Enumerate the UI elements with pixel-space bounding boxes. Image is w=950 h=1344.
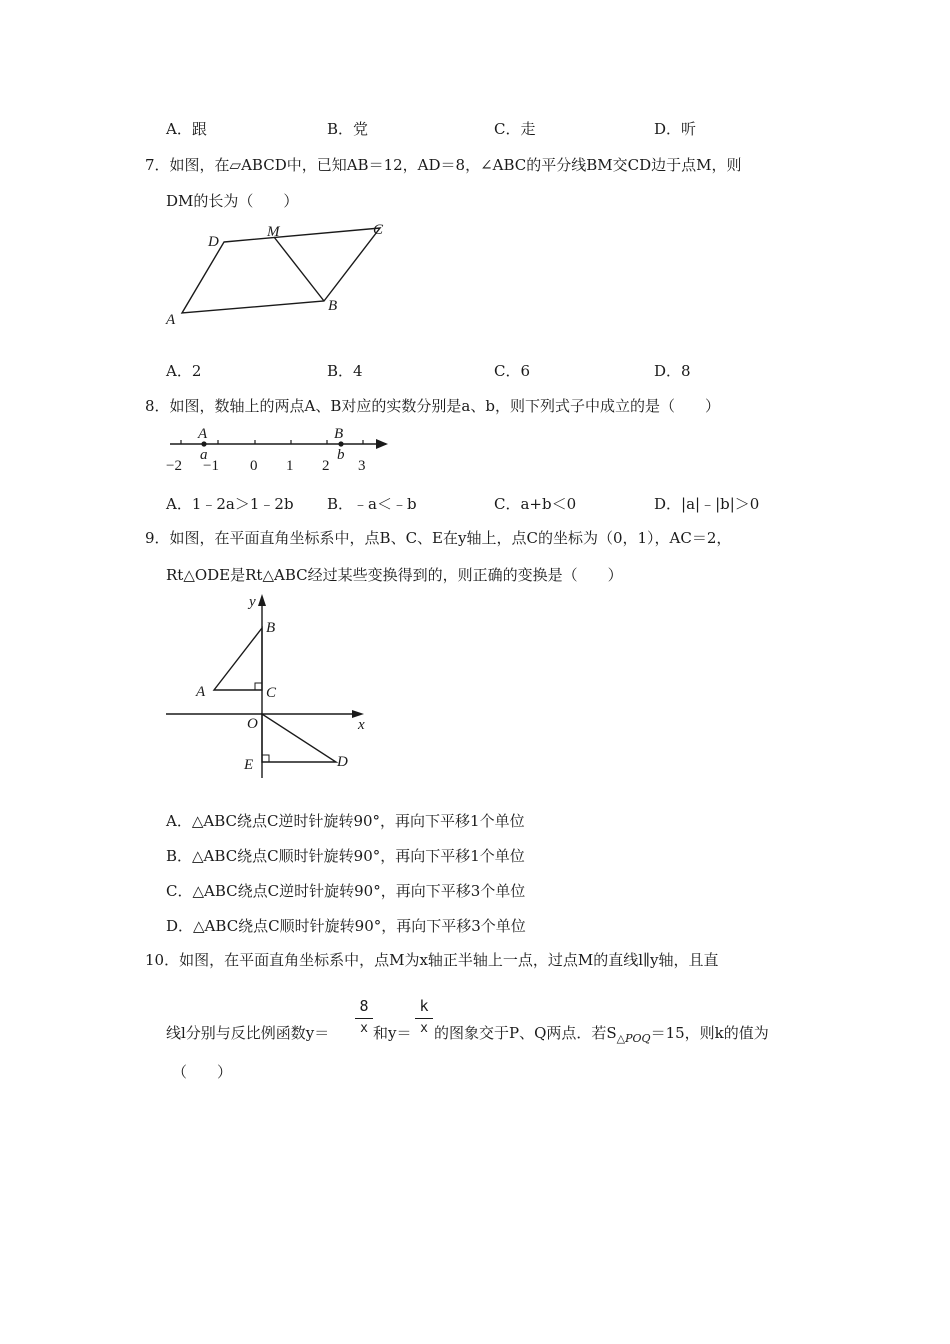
label-b: B	[328, 298, 338, 314]
q10-stem-line2a: 线l分别与反比例函数y＝	[166, 1024, 330, 1042]
q9-option-d: D．△ABC绕点C顺时针旋转90°，再向下平移3个单位	[166, 917, 526, 935]
q10-text-line1: 如图，在平面直角坐标系中，点M为x轴正半轴上一点，过点M的直线l∥y轴，且直	[179, 951, 719, 969]
q8-stem-line1	[145, 396, 720, 416]
label-b: B	[266, 620, 276, 636]
q7-option-a: A．2	[166, 362, 202, 380]
q9-stem-line2: Rt△ODE是Rt△ABC经过某些变换得到的，则正确的变换是（ ）	[166, 566, 623, 584]
q10-stem-line2b: 和y＝	[373, 1024, 412, 1042]
q9-option-c: C．△ABC绕点C逆时针旋转90°，再向下平移3个单位	[166, 882, 526, 900]
q10-text-line2c: 的图象交于P、Q两点．若S	[434, 1024, 617, 1042]
q10-area-subscript: △POQ	[616, 1032, 651, 1045]
q7-number: 7．	[145, 156, 170, 174]
q7-text-line1: 如图，在▱ABCD中，已知AB＝12，AD＝8，∠ABC的平分线BM交CD边于点M，则	[169, 156, 742, 174]
q9-stem-line1	[145, 528, 731, 548]
q9-coordinate-figure	[160, 590, 380, 782]
label-a: A	[196, 684, 206, 700]
fraction-1-denominator: x	[360, 1021, 368, 1036]
label-point-a: A	[198, 426, 208, 442]
q8-option-d: D．|a|﹣|b|＞0	[654, 495, 760, 513]
fraction-1-bar	[355, 1018, 373, 1019]
label-value-b: b	[337, 447, 345, 463]
q6-option-c: C．走	[494, 120, 536, 138]
label-c: C	[266, 685, 277, 701]
label-point-b: B	[334, 426, 344, 442]
q10-text-line2d: ＝15，则k的值为	[650, 1024, 769, 1042]
tick-label-0: 0	[250, 458, 258, 474]
label-d: D	[208, 234, 219, 250]
q7-stem-line2: DM的长为（ ）	[166, 192, 299, 210]
q8-number: 8．	[145, 397, 170, 415]
label-m: M	[267, 224, 280, 240]
fraction-2-numerator: k	[419, 997, 429, 1015]
point-a-dot	[201, 441, 206, 446]
q7-option-c: C．6	[494, 362, 531, 380]
label-d: D	[337, 754, 348, 770]
label-value-a: a	[200, 447, 208, 463]
q7-option-d: D．8	[654, 362, 691, 380]
q10-stem-line2c	[434, 1023, 769, 1049]
q9-option-a: A．△ABC绕点C逆时针旋转90°，再向下平移1个单位	[166, 812, 525, 830]
tick-label-minus1: −1	[203, 458, 219, 474]
label-y: y	[249, 594, 256, 610]
right-angle-e	[262, 755, 269, 762]
q10-stem-line3: （ ）	[172, 1063, 233, 1081]
q8-option-a: A．1﹣2a＞1﹣2b	[166, 495, 294, 513]
label-c: C	[373, 222, 384, 238]
q8-number-line-figure	[160, 422, 400, 478]
triangle-abc	[214, 628, 262, 690]
tick-label-3: 3	[358, 458, 366, 474]
tick-label-1: 1	[286, 458, 294, 474]
q7-parallelogram-figure	[160, 218, 400, 330]
label-a: A	[166, 312, 176, 328]
q10-stem-line1	[145, 950, 718, 970]
tick-label-2: 2	[322, 458, 330, 474]
q8-text-line1: 如图，数轴上的两点A、B对应的实数分别是a、b，则下列式子中成立的是（ ）	[169, 397, 720, 415]
y-axis-arrow	[258, 594, 266, 606]
q9-text-line1: 如图，在平面直角坐标系中，点B、C、E在y轴上，点C的坐标为（0，1），AC＝2，	[169, 529, 732, 547]
tick-label-minus2: −2	[166, 458, 182, 474]
q7-stem-line1	[145, 155, 742, 175]
fraction-2-bar	[415, 1018, 433, 1019]
q7-option-b: B．4	[327, 362, 363, 380]
q6-option-b: B．党	[327, 120, 369, 138]
q6-option-d: D．听	[654, 120, 697, 138]
q9-option-b: B．△ABC绕点C顺时针旋转90°，再向下平移1个单位	[166, 847, 525, 865]
q8-option-b: B．﹣a＜﹣b	[327, 495, 417, 513]
right-angle-c	[255, 683, 262, 690]
label-e: E	[244, 757, 254, 773]
fraction-2-denominator: x	[420, 1021, 428, 1036]
point-b-dot	[338, 441, 343, 446]
label-x: x	[358, 717, 365, 733]
number-line-arrow	[376, 439, 388, 449]
bisector-bm	[274, 237, 324, 301]
fraction-1-numerator: 8	[359, 997, 369, 1015]
q6-option-a: A．跟	[166, 120, 207, 138]
triangle-ode	[262, 714, 336, 762]
q8-option-c: C．a+b＜0	[494, 495, 577, 513]
q9-number: 9．	[145, 529, 170, 547]
q10-number: 10．	[145, 951, 180, 969]
label-o: O	[247, 716, 258, 732]
